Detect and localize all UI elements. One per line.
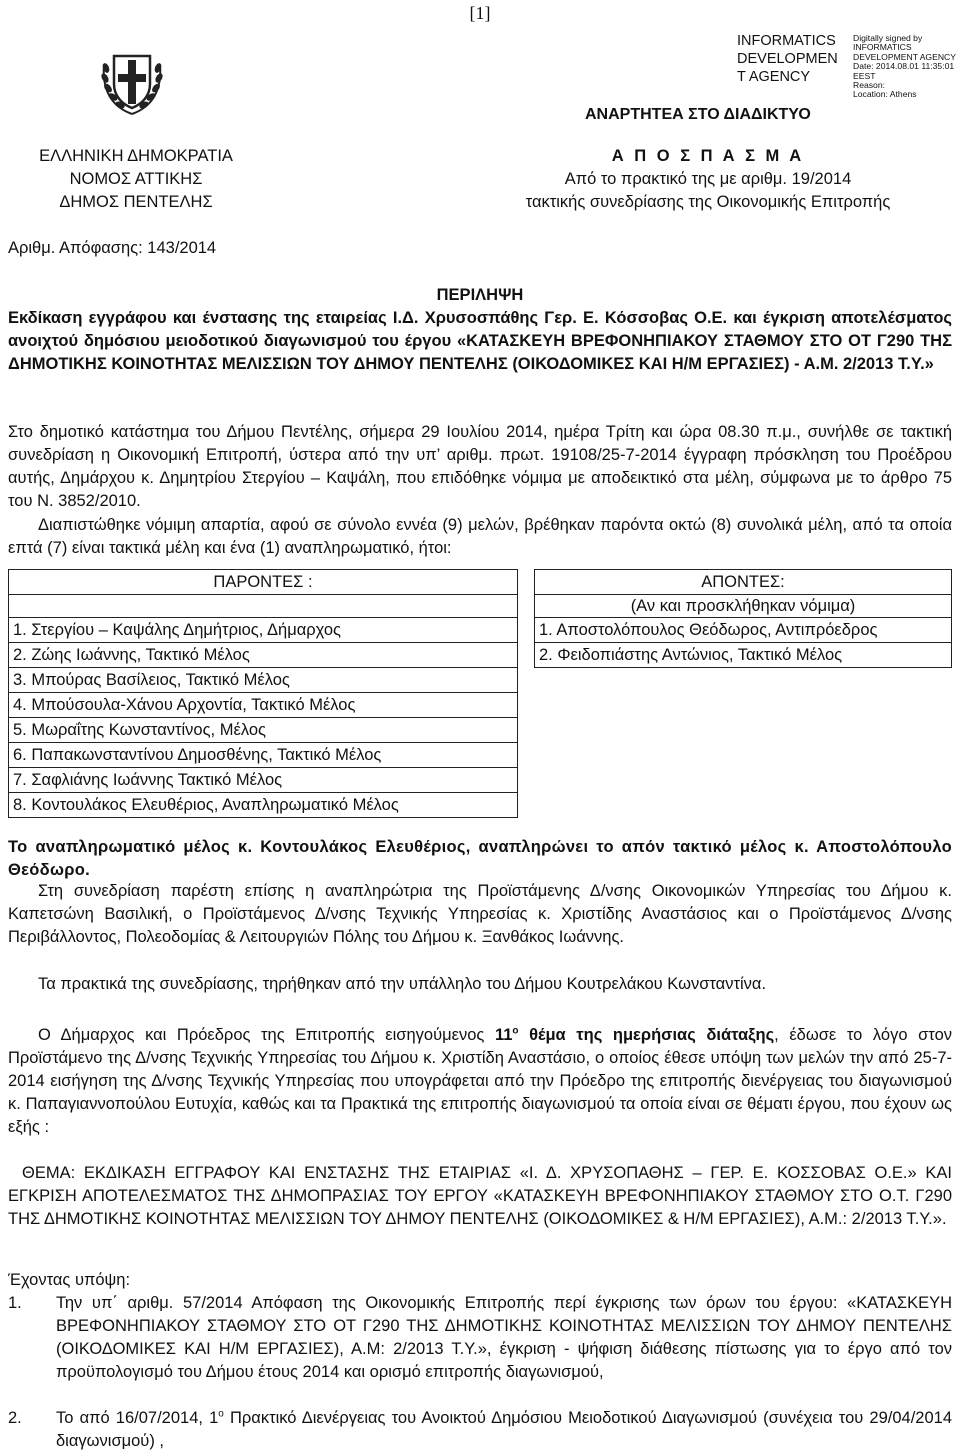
- considering-heading: Έχοντας υπόψη:: [8, 1271, 131, 1289]
- signature-detail-line: Reason:: [853, 80, 886, 91]
- introduction-rest: , έδωσε το λόγο στον Προϊστάμενο της Δ/νσης Τεχνικής Υπηρεσίας του Δήμου κ. Χριστίδη Αναστάσιο, ο οποίος έθεσε υπόψη των μελών την από 25-7-2014 εισήγηση της Δ/νσης Τεχνικής Υπηρεσίας που υπογράφεται από την Πρόεδρο της επιτροπής διενέργειας του διαγωνισμού κ. Παπαγιαννοπούλου Ευτυχία, καθώς και τα Πρακτικά της επιτροπής διαγωνισμού τα οποία είναι σε θέματι έργου, που έχουν ως εξής :: [8, 1026, 953, 1136]
- introduction-paragraph: [8, 1024, 952, 1139]
- signature-detail-line: Digitally signed by: [853, 33, 923, 43]
- present-member: 3. Μπούρας Βασίλειος, Τακτικό Μέλος: [9, 668, 518, 693]
- agenda-item-sup: ο: [512, 1025, 519, 1037]
- signature-details: [853, 34, 956, 100]
- signature-detail-line: INFORMATICS: [853, 42, 912, 53]
- minutes-keeper: Τα πρακτικά της συνεδρίασης, τηρήθηκαν από την υπάλληλο του Δήμου Κουτρελάκου Κωνσταντίνα.: [38, 975, 767, 993]
- signature-agency: [737, 32, 838, 86]
- attendance-table: [8, 569, 952, 818]
- page-number: [1]: [469, 3, 491, 23]
- signature-detail-line: DEVELOPMENT AGENCY: [853, 51, 956, 62]
- introduction-prefix: Ο Δήμαρχος και Πρόεδρος της Επιτροπής εισηγούμενος: [38, 1026, 495, 1044]
- signature-agency-line: INFORMATICS: [737, 33, 836, 49]
- considering-item: [56, 1407, 952, 1453]
- agenda-item-number: 11: [494, 1026, 513, 1044]
- considering-item-sup: ο: [218, 1408, 224, 1420]
- topic-paragraph: ΘΕΜΑ: ΕΚΔΙΚΑΣΗ ΕΓΓΡΑΦΟΥ ΚΑΙ ΕΝΣΤΑΣΗΣ ΤΗΣ ΕΤΑΙΡΙΑΣ «Ι. Δ. ΧΡΥΣΟΠΑΘΗΣ – ΓΕΡ. Ε. ΚΟΣΣΟΒΑΣ Ο.Ε.» ΚΑΙ ΕΓΚΡΙΣΗ ΑΠΟΤΕΛΕΣΜΑΤΟΣ ΤΗΣ ΔΗΜΟΠΡΑΣΙΑΣ ΤΟΥ ΕΡΓΟΥ «ΚΑΤΑΣΚΕΥΗ ΒΡΕΦΟΝΗΠΙΑΚΟΥ ΣΤΑΘΜΟΥ ΣΤΟ Ο.Τ. Γ290 ΤΗΣ ΔΗΜΟΤΙΚΗΣ ΚΟΙΝΟΤΗΤΑΣ ΜΕΛΙΣΣΙΩΝ ΤΟΥ ΔΗΜΟΥ ΠΕΝΤΕΛΗΣ (ΟΙΚΟΔΟΜΙΚΕΣ & Η/Μ ΕΡΓΑΣΙΕΣ), Α.Μ.: 2/2013 Τ.Υ.».: [8, 1164, 952, 1228]
- decision-number: Αριθμ. Απόφασης: 143/2014: [8, 239, 217, 257]
- extract-line: τακτικής συνεδρίασης της Οικονομικής Επιτροπής: [525, 193, 891, 211]
- absent-header: ΑΠΟΝΤΕΣ:: [535, 570, 952, 595]
- present-member: 8. Κοντουλάκος Ελευθέριος, Αναπληρωματικό Μέλος: [9, 793, 518, 818]
- present-member: 6. Παπακωνσταντίνου Δημοσθένης, Τακτικό Μέλος: [9, 743, 518, 768]
- absent-subheader: (Αν και προσκλήθηκαν νόμιμα): [535, 595, 952, 618]
- summary-heading: ΠΕΡΙΛΗΨΗ: [436, 286, 524, 304]
- substitute-note: Το αναπληρωματικό μέλος κ. Κοντουλάκος Ελευθέριος, αναπληρώνει το απόν τακτικό μέλος κ. Αποστολόπουλο Θεόδωρο.: [8, 838, 952, 879]
- quorum-paragraph: Διαπιστώθηκε νόμιμη απαρτία, αφού σε σύνολο εννέα (9) μελών, βρέθηκαν παρόντα οκτώ (8) συνολικά μέλη, από τα οποία επτά (7) είναι τακτικά μέλη και ένα (1) αναπληρωματικό, ήτοι:: [8, 516, 952, 557]
- extract-title: Α Π Ο Σ Π Α Σ Μ Α: [611, 147, 805, 165]
- considering-item-text: Το από 16/07/2014, 1: [56, 1409, 219, 1427]
- posted-online-label: ΑΝΑΡΤΗΤΕΑ ΣΤΟ ΔΙΑΔΙΚΤΥΟ: [585, 106, 811, 123]
- extract-block: [466, 145, 950, 214]
- considering-item: Την υπ΄ αριθμ. 57/2014 Απόφαση της Οικονομικής Επιτροπής περί έγκρισης των όρων του έργου: «ΚΑΤΑΣΚΕΥΗ ΒΡΕΦΟΝΗΠΙΑΚΟΥ ΣΤΑΘΜΟΥ ΣΤΟ ΟΤ Γ290 ΤΗΣ ΔΗΜΟΤΙΚΗΣ ΚΟΙΝΟΤΗΤΑΣ ΜΕΛΙΣΣΙΩΝ ΤΟΥ ΔΗΜΟΥ ΠΕΝΤΕΛΗΣ (ΟΙΚΟΔΟΜΙΚΕΣ ΚΑΙ Η/Μ ΕΡΓΑΣΙΕΣ), Α.Μ: 2/2013 Τ.Υ.», έγκριση - ψήφιση διάθεσης πίστωσης για το έργο από τον προϋπολογισμό του Δήμου έτους 2014 και ορισμό επιτροπής διαγωνισμού,: [56, 1294, 952, 1381]
- present-member: 4. Μπούσουλα-Χάνου Αρχοντία, Τακτικό Μέλος: [9, 693, 518, 718]
- present-member: 7. Σαφλιάνης Ιωάννης Τακτικό Μέλος: [9, 768, 518, 793]
- signature-detail-line: EEST: [853, 70, 876, 81]
- extract-line: Από το πρακτικό της με αριθμ. 19/2014: [564, 170, 852, 188]
- greek-state-emblem-icon: [96, 44, 168, 118]
- signature-agency-line: T AGENCY: [737, 69, 811, 85]
- present-header: ΠΑΡΟΝΤΕΣ :: [9, 570, 518, 595]
- considering-item-text: Πρακτικό Διενέργειας του Ανοικτού Δημόσιου Μειοδοτικού Διαγωνισμού (συνέχεια του 29/04/2014 διαγωνισμού) ,: [56, 1409, 952, 1450]
- absent-member: 1. Αποστολόπουλος Θεόδωρος, Αντιπρόεδρος: [535, 618, 952, 643]
- considering-item-number: 2.: [8, 1409, 22, 1427]
- issuer-line: ΝΟΜΟΣ ΑΤΤΙΚΗΣ: [69, 170, 203, 188]
- issuer-line: ΕΛΛΗΝΙΚΗ ΔΗΜΟΚΡΑΤΙΑ: [39, 147, 233, 165]
- absent-member: 2. Φειδοπιάστης Αντώνιος, Τακτικό Μέλος: [535, 643, 952, 668]
- agenda-item-label: θέμα της ημερήσιας διάταξης: [518, 1026, 775, 1044]
- present-member: 1. Στεργίου – Καψάλης Δημήτριος, Δήμαρχος: [9, 618, 518, 643]
- summary-text: Εκδίκαση εγγράφου και ένστασης της εταιρείας Ι.Δ. Χρυσοσπάθης Γερ. Ε. Κόσσοβας Ο.Ε. και έγκριση αποτελέσματος ανοιχτού δημόσιου μειοδοτικού διαγωνισμού του έργου «ΚΑΤΑΣΚΕΥΗ ΒΡΕΦΟΝΗΠΙΑΚΟΥ ΣΤΑΘΜΟΥ ΣΤΟ ΟΤ Γ290 ΤΗΣ ΔΗΜΟΤΙΚΗΣ ΚΟΙΝΟΤΗΤΑΣ ΜΕΛΙΣΣΙΩΝ ΤΟΥ ΔΗΜΟΥ ΠΕΝΤΕΛΗΣ (ΟΙΚΟΔΟΜΙΚΕΣ ΚΑΙ Η/Μ ΕΡΓΑΣΙΕΣ) - Α.Μ. 2/2013 Τ.Υ.»: [8, 309, 952, 373]
- issuer-line: ΔΗΜΟΣ ΠΕΝΤΕΛΗΣ: [59, 193, 213, 211]
- present-member: 2. Ζώης Ιωάννης, Τακτικό Μέλος: [9, 643, 518, 668]
- considering-item-number: 1.: [8, 1294, 22, 1312]
- signature-detail-line: Location: Athens: [853, 89, 917, 100]
- intro-paragraph: Στο δημοτικό κατάστημα του Δήμου Πεντέλης, σήμερα 29 Ιουλίου 2014, ημέρα Τρίτη και ώρα 08.30 π.μ., συνήλθε σε τακτική συνεδρίαση η Οικονομική Επιτροπή, ύστερα από την υπ’ αριθμ. πρωτ. 19108/25-7-2014 έγγραφη πρόσκληση του Προέδρου αυτής, Δημάρχου κ. Δημητρίου Στεργίου – Καψάλη, που επιδόθηκε νόμιμα με αποδεικτικό στα μέλη, σύμφωνα με το άρθρο 75 του Ν. 3852/2010.: [8, 423, 952, 510]
- signature-agency-line: DEVELOPMEN: [737, 51, 838, 67]
- present-member: 5. Μωραΐτης Κωνσταντίνος, Μέλος: [9, 718, 518, 743]
- signature-detail-line: Date: 2014.08.01 11:35:01: [853, 61, 955, 72]
- issuer-block: [0, 145, 272, 214]
- attendees-paragraph: Στη συνεδρίαση παρέστη επίσης η αναπληρώτρια της Προϊστάμενης Δ/νσης Οικονομικών Υπηρεσίας του Δήμου κ. Καπετσώνη Βασιλική, ο Προϊστάμενος Δ/νσης Τεχνικής Υπηρεσίας κ. Χριστίδης Αναστάσιος και ο Προϊστάμενος Δ/νσης Περιβάλλοντος, Πολεοδομίας & Λειτουργιών Πόλης του Δήμου κ. Ξανθάκος Ιωάννης.: [8, 882, 952, 946]
